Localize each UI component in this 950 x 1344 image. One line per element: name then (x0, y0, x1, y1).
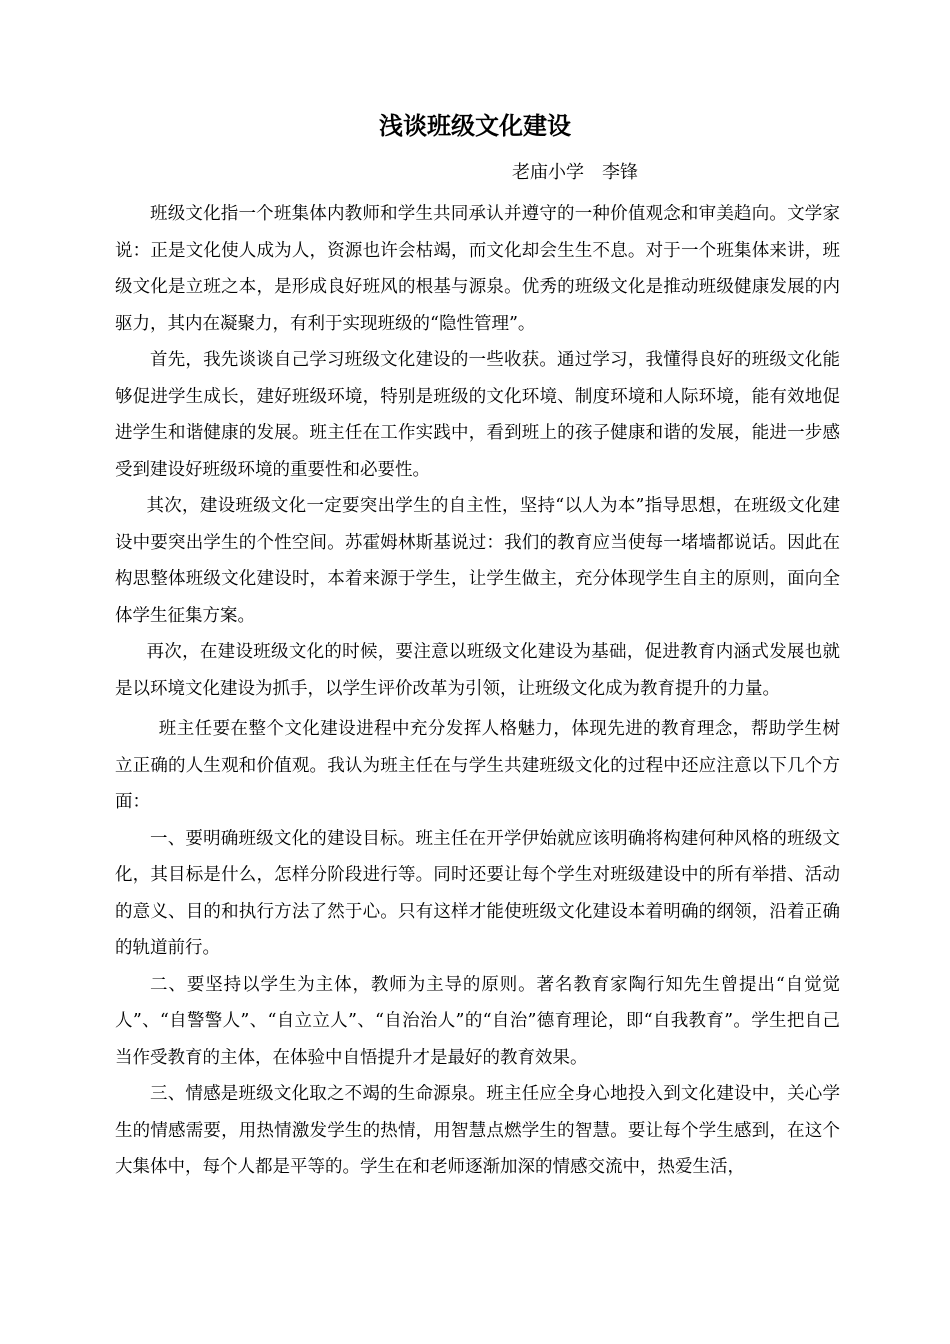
paragraph-point-two: 二、要坚持以学生为主体，教师为主导的原则。著名教育家陶行知先生曾提出“自觉觉人”、“自警警人”、“自立立人”、“自治治人”的“自治”德育理论，即“自我教育”。学生把自己当作受教育的主体，在体验中自悟提升才是最好的教育效果。 (115, 974, 840, 1068)
paragraph-intro: 班级文化指一个班集体内教师和学生共同承认并遵守的一种价值观念和审美趋向。文学家说：正是文化使人成为人，资源也许会枯竭，而文化却会生生不息。对于一个班集体来讲，班级文化是立班之本，是形成良好班风的根基与源泉。优秀的班级文化是推动班级健康发展的内驱力，其内在凝聚力，有利于实现班级的“隐性管理”。 (115, 204, 840, 334)
document-body (115, 196, 840, 1186)
document-author: 老庙小学 李锋 (512, 162, 638, 183)
paragraph-third: 再次，在建设班级文化的时候，要注意以班级文化建设为基础，促进教育内涵式发展也就是以环境文化建设为抓手，以学生评价改革为引领，让班级文化成为教育提升的力量。 (115, 642, 840, 699)
paragraph-teacher-role: 班主任要在整个文化建设进程中充分发挥人格魅力，体现先进的教育理念，帮助学生树立正确的人生观和价值观。我认为班主任在与学生共建班级文化的过程中还应注意以下几个方面： (115, 719, 840, 812)
paragraph-point-one: 一、要明确班级文化的建设目标。班主任在开学伊始就应该明确将构建何种风格的班级文化，其目标是什么，怎样分阶段进行等。同时还要让每个学生对班级建设中的所有举措、活动的意义、目的和执行方法了然于心。只有这样才能使班级文化建设本着明确的纲领，沿着正确的轨道前行。 (115, 828, 840, 958)
paragraph-second: 其次，建设班级文化一定要突出学生的自主性，坚持“以人为本”指导思想，在班级文化建设中要突出学生的个性空间。苏霍姆林斯基说过：我们的教育应当使每一堵墙都说话。因此在构思整体班级文化建设时，本着来源于学生，让学生做主，充分体现学生自主的原则，面向全体学生征集方案。 (115, 496, 840, 626)
paragraph-first: 首先，我先谈谈自己学习班级文化建设的一些收获。通过学习，我懂得良好的班级文化能够促进学生成长，建好班级环境，特别是班级的文化环境、制度环境和人际环境，能有效地促进学生和谐健康的发展。班主任在工作实践中，看到班上的孩子健康和谐的发展，能进一步感受到建设好班级环境的重要性和必要性。 (115, 350, 840, 480)
paragraph-point-three: 三、情感是班级文化取之不竭的生命源泉。班主任应全身心地投入到文化建设中，关心学生的情感需要，用热情激发学生的热情，用智慧点燃学生的智慧。要让每个学生感到，在这个大集体中，每个人都是平等的。学生在和老师逐渐加深的情感交流中，热爱生活， (115, 1084, 840, 1177)
document-title: 浅谈班级文化建设 (379, 112, 571, 140)
